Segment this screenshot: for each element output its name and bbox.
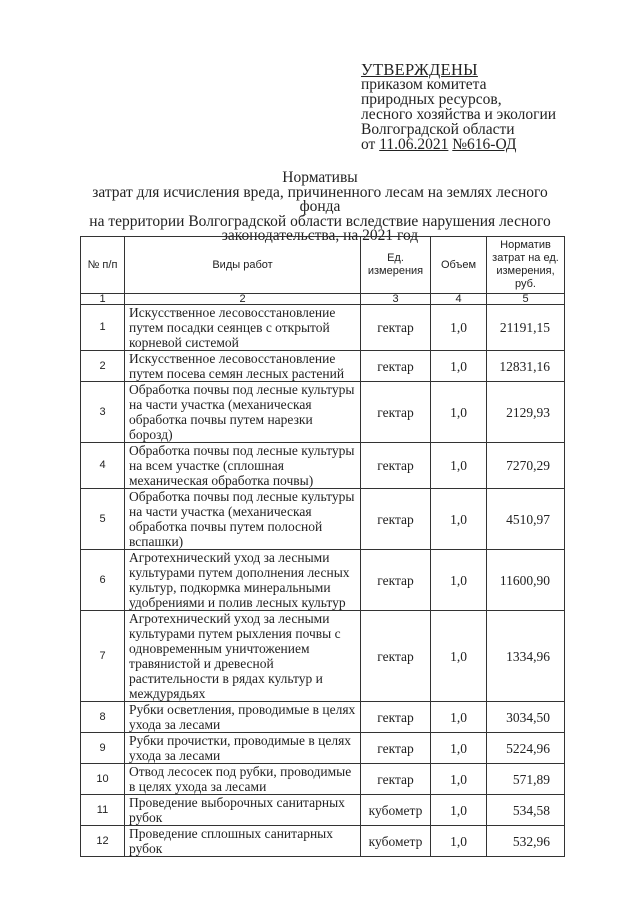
column-index-cell: 2 bbox=[125, 294, 361, 305]
row-unit: гектар bbox=[361, 764, 431, 795]
row-number: 4 bbox=[81, 443, 125, 489]
header-row bbox=[81, 237, 565, 294]
row-volume: 1,0 bbox=[431, 702, 487, 733]
row-unit: гектар bbox=[361, 305, 431, 351]
table-row bbox=[81, 702, 565, 733]
row-volume: 1,0 bbox=[431, 826, 487, 857]
table-row bbox=[81, 305, 565, 351]
header-volume: Объем bbox=[431, 237, 487, 294]
row-number: 6 bbox=[81, 550, 125, 611]
row-unit: гектар bbox=[361, 550, 431, 611]
row-cost: 534,58 bbox=[487, 795, 565, 826]
row-cost: 4510,97 bbox=[487, 489, 565, 550]
row-volume: 1,0 bbox=[431, 351, 487, 382]
row-work-type: Обработка почвы под лесные культуры на части участка (механическая обработка почвы путем нарезки борозд) bbox=[125, 382, 361, 443]
row-cost: 3034,50 bbox=[487, 702, 565, 733]
row-number: 2 bbox=[81, 351, 125, 382]
norms-table bbox=[80, 236, 565, 857]
row-number: 3 bbox=[81, 382, 125, 443]
row-work-type: Рубки осветления, проводимые в целях ухода за лесами bbox=[125, 702, 361, 733]
approval-line-4: Волгоградской области bbox=[361, 121, 515, 138]
row-cost: 21191,15 bbox=[487, 305, 565, 351]
row-work-type: Агротехнический уход за лесными культурами путем рыхления почвы с одновременным уничтожением травянистой и древесной растительности в рядах культур и междурядьях bbox=[125, 611, 361, 702]
row-number: 7 bbox=[81, 611, 125, 702]
row-unit: гектар bbox=[361, 702, 431, 733]
row-unit: кубометр bbox=[361, 826, 431, 857]
row-number: 12 bbox=[81, 826, 125, 857]
row-unit: кубометр bbox=[361, 795, 431, 826]
row-number: 11 bbox=[81, 795, 125, 826]
row-work-type: Обработка почвы под лесные культуры на всем участке (сплошная механическая обработка почвы) bbox=[125, 443, 361, 489]
row-work-type: Рубки прочистки, проводимые в целях ухода за лесами bbox=[125, 733, 361, 764]
row-work-type: Искусственное лесовосстановление путем посева семян лесных растений bbox=[125, 351, 361, 382]
row-number: 9 bbox=[81, 733, 125, 764]
approval-line-3: лесного хозяйства и экологии bbox=[361, 106, 557, 123]
row-work-type: Отвод лесосек под рубки, проводимые в целях ухода за лесами bbox=[125, 764, 361, 795]
row-unit: гектар bbox=[361, 489, 431, 550]
approval-line-2: природных ресурсов, bbox=[361, 91, 502, 108]
header-unit: Ед. измерения bbox=[361, 237, 431, 294]
column-index-cell: 5 bbox=[487, 294, 565, 305]
row-number: 1 bbox=[81, 305, 125, 351]
approval-heading: УТВЕРЖДЕНЫ bbox=[361, 60, 478, 79]
row-work-type: Искусственное лесовосстановление путем посадки сеянцев с открытой корневой системой bbox=[125, 305, 361, 351]
table-row bbox=[81, 550, 565, 611]
title-line-2: затрат для исчисления вреда, причиненного лесам на землях лесного фонда bbox=[92, 183, 548, 215]
approval-block bbox=[361, 62, 621, 152]
approval-prefix: от bbox=[361, 136, 376, 153]
approval-number: №616-ОД bbox=[452, 136, 517, 153]
table-row bbox=[81, 764, 565, 795]
table-row bbox=[81, 489, 565, 550]
row-volume: 1,0 bbox=[431, 795, 487, 826]
approval-line-1: приказом комитета bbox=[361, 76, 487, 93]
row-volume: 1,0 bbox=[431, 305, 487, 351]
row-number: 10 bbox=[81, 764, 125, 795]
row-volume: 1,0 bbox=[431, 382, 487, 443]
row-unit: гектар bbox=[361, 443, 431, 489]
header-num: № п/п bbox=[81, 237, 125, 294]
table-row bbox=[81, 733, 565, 764]
column-index-cell: 3 bbox=[361, 294, 431, 305]
table-row bbox=[81, 611, 565, 702]
row-unit: гектар bbox=[361, 611, 431, 702]
title-line-4: законодательства, на 2021 год bbox=[221, 227, 419, 244]
row-volume: 1,0 bbox=[431, 733, 487, 764]
column-index bbox=[81, 294, 565, 305]
row-work-type: Проведение выборочных санитарных рубок bbox=[125, 795, 361, 826]
row-cost: 1334,96 bbox=[487, 611, 565, 702]
table-row bbox=[81, 826, 565, 857]
header-cost: Норматив затрат на ед. измерения, руб. bbox=[487, 237, 565, 294]
row-work-type: Обработка почвы под лесные культуры на части участка (механическая обработка почвы путем полосной вспашки) bbox=[125, 489, 361, 550]
row-cost: 12831,16 bbox=[487, 351, 565, 382]
row-cost: 571,89 bbox=[487, 764, 565, 795]
approval-date: 11.06.2021 bbox=[379, 136, 449, 153]
row-work-type: Проведение сплошных санитарных рубок bbox=[125, 826, 361, 857]
table-row bbox=[81, 795, 565, 826]
table-body bbox=[81, 305, 565, 857]
header-work: Виды работ bbox=[125, 237, 361, 294]
row-cost: 11600,90 bbox=[487, 550, 565, 611]
row-unit: гектар bbox=[361, 351, 431, 382]
row-cost: 2129,93 bbox=[487, 382, 565, 443]
row-number: 8 bbox=[81, 702, 125, 733]
table-row bbox=[81, 351, 565, 382]
table-row bbox=[81, 443, 565, 489]
row-number: 5 bbox=[81, 489, 125, 550]
column-index-row bbox=[81, 294, 565, 305]
row-work-type: Агротехнический уход за лесными культурами путем дополнения лесных культур, подкормка минеральными удобрениями и полив лесных культур bbox=[125, 550, 361, 611]
table-header bbox=[81, 237, 565, 294]
column-index-cell: 4 bbox=[431, 294, 487, 305]
row-volume: 1,0 bbox=[431, 443, 487, 489]
table-row bbox=[81, 382, 565, 443]
column-index-cell: 1 bbox=[81, 294, 125, 305]
row-unit: гектар bbox=[361, 733, 431, 764]
row-cost: 532,96 bbox=[487, 826, 565, 857]
row-cost: 5224,96 bbox=[487, 733, 565, 764]
row-volume: 1,0 bbox=[431, 489, 487, 550]
title-line-3: на территории Волгоградской области вследствие нарушения лесного bbox=[89, 212, 551, 230]
document-title bbox=[70, 171, 570, 244]
row-volume: 1,0 bbox=[431, 611, 487, 702]
approval-order-line bbox=[361, 137, 621, 152]
title-line-1: Нормативы bbox=[282, 169, 358, 186]
row-volume: 1,0 bbox=[431, 550, 487, 611]
row-volume: 1,0 bbox=[431, 764, 487, 795]
row-cost: 7270,29 bbox=[487, 443, 565, 489]
row-unit: гектар bbox=[361, 382, 431, 443]
